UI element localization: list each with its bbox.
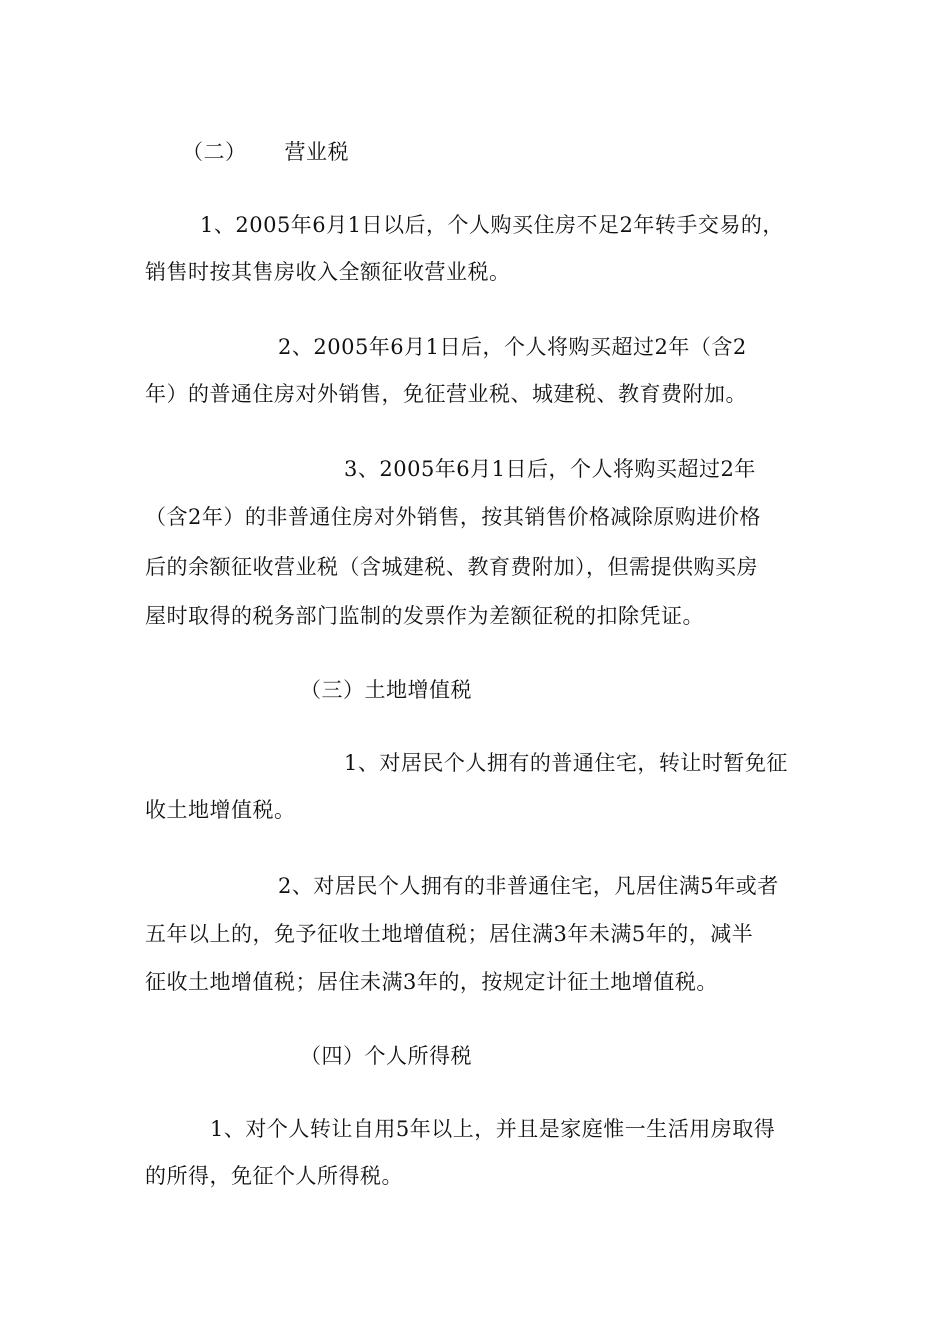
paragraph-line: 2、对居民个人拥有的非普通住宅，凡居住满5年或者 [278,874,779,898]
paragraph-line: 1、对居民个人拥有的普通住宅，转让时暂免征 [344,751,788,775]
paragraph-line: 收土地增值税。 [145,798,296,822]
section-heading-4: （四）个人所得税 [300,1044,472,1068]
paragraph-line: 销售时按其售房收入全额征收营业税。 [145,260,511,284]
paragraph-line: 1、2005年6月1日以后，个人购买住房不足2年转手交易的， [200,213,784,237]
paragraph-line: 屋时取得的税务部门监制的发票作为差额征税的扣除凭证。 [145,604,704,628]
section-heading-3: （三）土地增值税 [300,678,472,702]
paragraph-line: 征收土地增值税；居住未满3年的，按规定计征土地增值税。 [145,970,718,994]
paragraph-line: （含2年）的非普通住房对外销售，按其销售价格减除原购进价格 [145,505,761,529]
section-heading-2 [182,138,349,166]
paragraph-line: 3、2005年6月1日后，个人将购买超过2年 [344,457,756,481]
paragraph-line: 五年以上的，免予征收土地增值税；居住满3年未满5年的，减半 [145,922,754,946]
paragraph-line: 后的余额征收营业税（含城建税、教育费附加），但需提供购买房 [145,555,758,579]
paragraph-line: 年）的普通住房对外销售，免征营业税、城建税、教育费附加。 [145,382,747,406]
section-heading-2-number: （二） [182,140,247,164]
paragraph-line: 的所得，免征个人所得税。 [145,1164,403,1188]
paragraph-line: 2、2005年6月1日后，个人将购买超过2年（含2 [278,335,747,359]
paragraph-line: 1、对个人转让自用5年以上，并且是家庭惟一生活用房取得 [210,1117,776,1141]
section-heading-2-title: 营业税 [284,140,349,164]
